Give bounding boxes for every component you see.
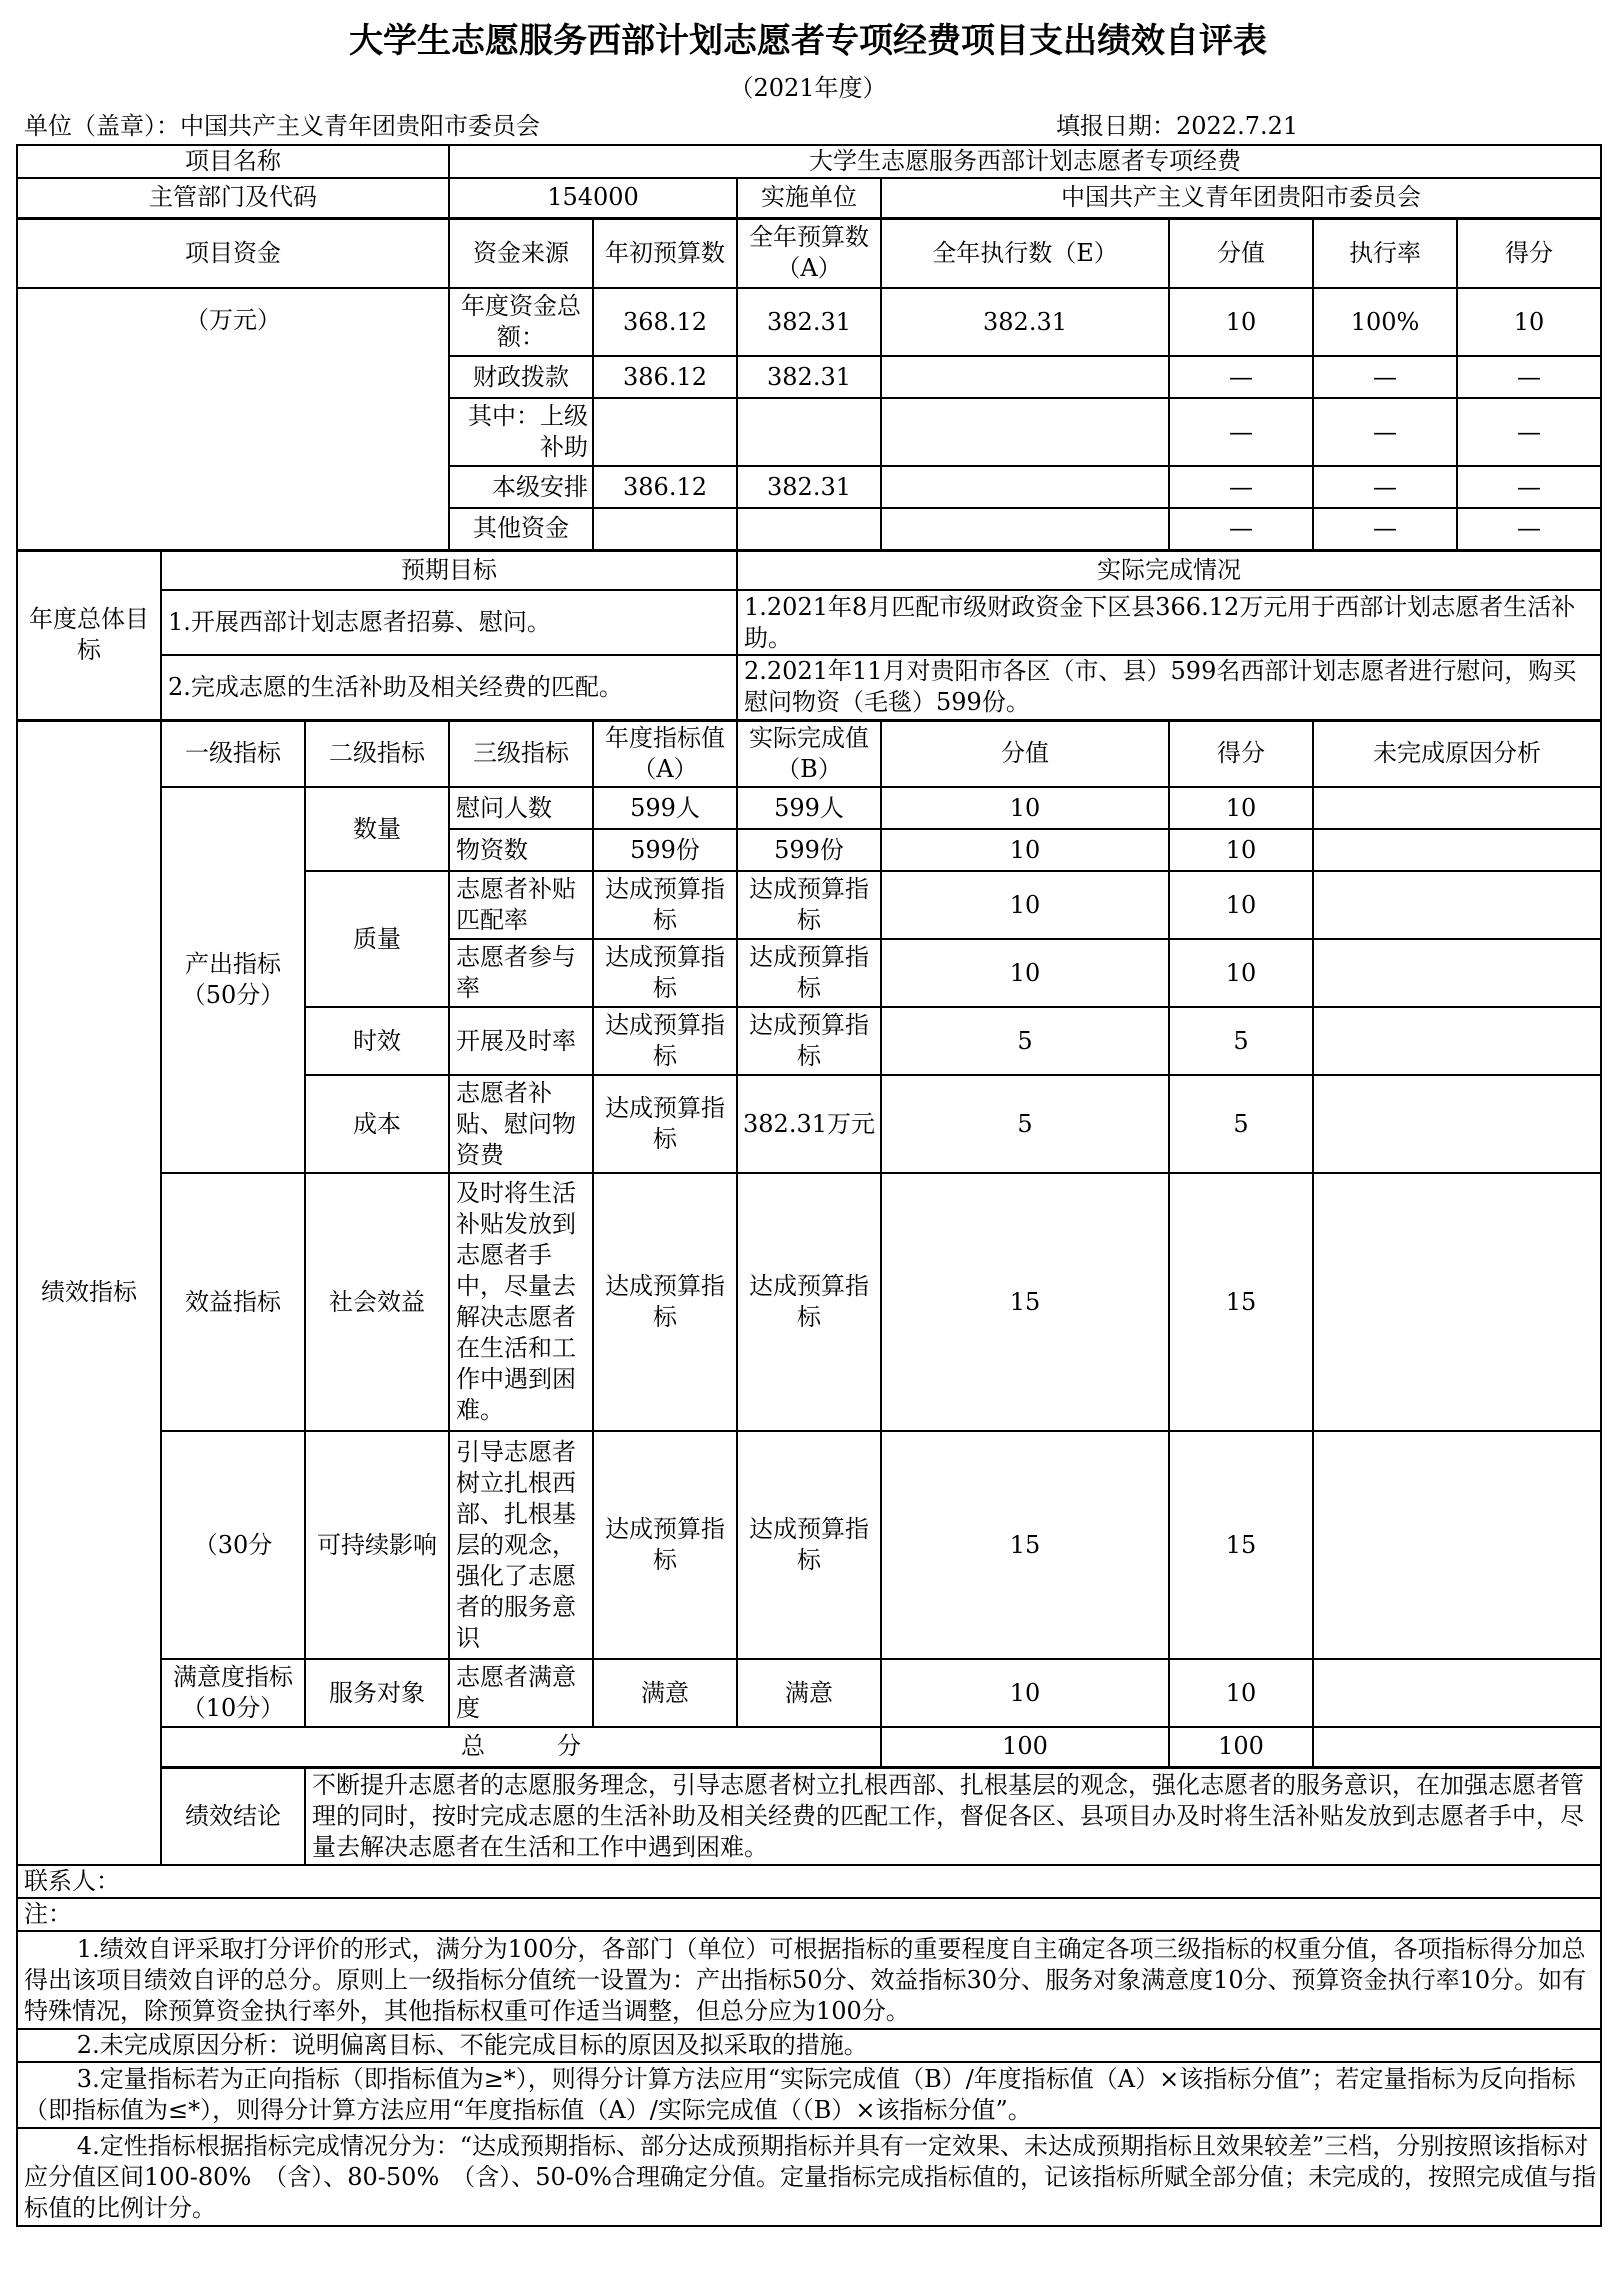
level1-output: 产出指标（50分） [161,787,305,1173]
level3: 慰问人数 [449,787,593,829]
reason [1313,1659,1601,1727]
fund-annual: 382.31 [737,466,881,508]
actual-value: 达成预算指标 [737,1431,881,1659]
goal-expected: 1.开展西部计划志愿者招募、慰问。 [161,590,737,655]
level2-cost: 成本 [305,1075,449,1173]
note-item: 2.未完成原因分析：说明偏离目标、不能完成目标的原因及拟采取的措施。 [17,2029,1601,2062]
indicator-header: 二级指标 [305,720,449,787]
target-value: 达成预算指标 [593,1431,737,1659]
fund-source: 财政拨款 [449,356,593,398]
row-conclusion [17,1767,1601,1865]
indicator-header: 得分 [1169,720,1313,787]
conclusion-label: 绩效结论 [161,1767,305,1865]
project-name-label: 项目名称 [17,145,449,178]
fund-executed [881,398,1169,466]
level2-quantity: 数量 [305,787,449,871]
target-value: 达成预算指标 [593,1075,737,1173]
row-indicators-header [17,720,1601,787]
reason [1313,787,1601,829]
indicator-header: 年度指标值（A） [593,720,737,787]
goal-actual: 2.2021年11月对贵阳市各区（市、县）599名西部计划志愿者进行慰问，购买慰问物资（毛毯）599份。 [737,655,1601,720]
actual-value: 达成预算指标 [737,939,881,1007]
fund-executed [881,466,1169,508]
level3: 志愿者满意度 [449,1659,593,1727]
level2-social: 社会效益 [305,1173,449,1431]
unit-name: 中国共产主义青年团贵阳市委员会 [180,112,540,140]
impl-unit: 中国共产主义青年团贵阳市委员会 [881,178,1601,218]
score: 10 [1169,1659,1313,1727]
level2-sustain: 可持续影响 [305,1431,449,1659]
row-note [17,2128,1601,2226]
score-value: 15 [881,1431,1169,1659]
reason [1313,1431,1601,1659]
reason [1313,939,1601,1007]
fund-initial: 386.12 [593,466,737,508]
funds-unit-label: （万元） [17,288,449,550]
goal-actual: 1.2021年8月匹配市级财政资金下区县366.12万元用于西部计划志愿者生活补助。 [737,590,1601,655]
fund-score-value: — [1169,508,1313,550]
row-total [17,1727,1601,1767]
score: 15 [1169,1431,1313,1659]
level3: 及时将生活补贴发放到志愿者手中，尽量去解决志愿者在生活和工作中遇到困难。 [449,1173,593,1431]
goal-expected: 2.完成志愿的生活补助及相关经费的匹配。 [161,655,737,720]
indicator-row [17,787,1601,829]
score-value: 10 [881,1659,1169,1727]
level1-benefit: 效益指标 [161,1173,305,1431]
funds-header: 执行率 [1313,218,1457,288]
funds-header: 资金来源 [449,218,593,288]
actual-value: 达成预算指标 [737,871,881,939]
level2-service: 服务对象 [305,1659,449,1727]
unit-info [24,108,540,144]
level3: 志愿者补贴匹配率 [449,871,593,939]
note-item: 3.定量指标若为正向指标（即指标值为≥*），则得分计算方法应用“实际完成值（B）/年度指标值（A）×该指标分值”；若定量指标为反向指标（即指标值为≤*），则得分计算方法应用“年度指标值（A）/实际完成值（（B）×该指标分值”。 [17,2062,1601,2128]
score-value: 10 [881,787,1169,829]
row-note [17,2062,1601,2128]
note-item: 1.绩效自评采取打分评价的形式，满分为100分，各部门（单位）可根据指标的重要程度自主确定各项三级指标的权重分值，各项指标得分加总得出该项目绩效自评的总分。原则上一级指标分值统一设置为：产出指标50分、效益指标30分、服务对象满意度10分、预算资金执行率10分。如有特殊情况，除预算资金执行率外，其他指标权重可作适当调整，但总分应为100分。 [17,1931,1601,2029]
funds-header: 年初预算数 [593,218,737,288]
fund-annual [737,398,881,466]
fund-score: 10 [1457,288,1601,356]
fund-score: — [1457,508,1601,550]
target-value: 599人 [593,787,737,829]
goal-row [17,655,1601,720]
funds-header: 得分 [1457,218,1601,288]
expected-header: 预期目标 [161,550,737,590]
score: 15 [1169,1173,1313,1431]
indicator-header: 实际完成值（B） [737,720,881,787]
fund-executed [881,356,1169,398]
actual-value: 599份 [737,829,881,871]
level1-satisfaction: 满意度指标（10分） [161,1659,305,1727]
funds-header: 全年执行数（E） [881,218,1169,288]
fund-score-value: 10 [1169,288,1313,356]
total-label: 总 分 [161,1727,881,1767]
fund-score: — [1457,466,1601,508]
fund-rate: — [1313,508,1457,550]
target-value: 达成预算指标 [593,939,737,1007]
fund-rate: — [1313,466,1457,508]
target-value: 达成预算指标 [593,1007,737,1075]
fund-rate: — [1313,356,1457,398]
row-contact [17,1865,1601,1898]
fund-executed: 382.31 [881,288,1169,356]
fund-source: 其中：上级补助 [449,398,593,466]
fund-initial [593,398,737,466]
dept-code: 154000 [449,178,737,218]
fund-score: — [1457,398,1601,466]
score-value: 15 [881,1173,1169,1431]
score: 10 [1169,939,1313,1007]
row-note [17,2029,1601,2062]
actual-value: 599人 [737,787,881,829]
fund-executed [881,508,1169,550]
reason [1313,1075,1601,1173]
indicator-header: 未完成原因分析 [1313,720,1601,787]
fund-annual: 382.31 [737,288,881,356]
page-title: 大学生志愿服务西部计划志愿者专项经费项目支出绩效自评表 [349,21,1267,61]
fund-score-value: — [1169,466,1313,508]
level2-timeliness: 时效 [305,1007,449,1075]
row-notes-label [17,1898,1601,1931]
reason [1313,829,1601,871]
row-project-name [17,145,1601,178]
year-subtitle: （2021年度） [729,74,887,102]
fill-date: 2022.7.21 [1176,112,1299,140]
funds-row [17,288,1601,356]
reason [1313,1173,1601,1431]
score-value: 5 [881,1075,1169,1173]
fund-source: 本级安排 [449,466,593,508]
goals-label: 年度总体目标 [17,550,161,720]
level1-benefit-score: （30分 [161,1431,305,1659]
row-funds-header [17,218,1601,288]
actual-value: 达成预算指标 [737,1173,881,1431]
actual-header: 实际完成情况 [737,550,1601,590]
fund-source: 其他资金 [449,508,593,550]
unit-line [16,108,1600,144]
unit-label: 单位（盖章）： [24,112,180,140]
reason [1313,871,1601,939]
fund-score-value: — [1169,356,1313,398]
row-note [17,1931,1601,2029]
impl-unit-label: 实施单位 [737,178,881,218]
target-value: 达成预算指标 [593,1173,737,1431]
indicator-header: 三级指标 [449,720,593,787]
level3: 志愿者补贴、慰问物资费 [449,1075,593,1173]
target-value: 满意 [593,1659,737,1727]
score: 10 [1169,787,1313,829]
score-value: 10 [881,939,1169,1007]
project-name: 大学生志愿服务西部计划志愿者专项经费 [449,145,1601,178]
row-goals-header [17,550,1601,590]
level3: 开展及时率 [449,1007,593,1075]
fund-score-value: — [1169,398,1313,466]
indicator-row [17,1659,1601,1727]
target-value: 599份 [593,829,737,871]
score-value: 10 [881,871,1169,939]
notes-label: 注： [17,1898,1601,1931]
indicator-header: 一级指标 [161,720,305,787]
actual-value: 满意 [737,1659,881,1727]
row-dept [17,178,1601,218]
total-reason [1313,1727,1601,1767]
goal-row [17,590,1601,655]
fund-initial: 386.12 [593,356,737,398]
dept-code-label: 主管部门及代码 [17,178,449,218]
note-item: 4.定性指标根据指标完成情况分为：“达成预期指标、部分达成预期指标并具有一定效果、未达成预期指标且效果较差”三档，分别按照该指标对应分值区间100-80% （含）、80-50% （含）、50-0%合理确定分值。定量指标完成指标值的，记该指标所赋全部分值；未完成的，按照完成值与指标值的比例计分。 [17,2128,1601,2226]
score: 10 [1169,871,1313,939]
fill-date-label: 填报日期： [1056,112,1176,140]
level3: 引导志愿者树立扎根西部、扎根基层的观念，强化了志愿者的服务意识 [449,1431,593,1659]
score: 5 [1169,1075,1313,1173]
total-score: 100 [1169,1727,1313,1767]
contact-label: 联系人： [17,1865,1601,1898]
actual-value: 达成预算指标 [737,1007,881,1075]
funds-header: 全年预算数（A） [737,218,881,288]
actual-value: 382.31万元 [737,1075,881,1173]
score-value: 5 [881,1007,1169,1075]
fund-initial [593,508,737,550]
reason [1313,1007,1601,1075]
fill-date-info [1056,108,1298,144]
funds-header: 分值 [1169,218,1313,288]
fund-rate: 100% [1313,288,1457,356]
target-value: 达成预算指标 [593,871,737,939]
fund-source: 年度资金总额： [449,288,593,356]
conclusion-text: 不断提升志愿者的志愿服务理念，引导志愿者树立扎根西部、扎根基层的观念，强化志愿者的服务意识，在加强志愿者管理的同时，按时完成志愿的生活补助及相关经费的匹配工作，督促各区、县项目办及时将生活补贴发放到志愿者手中，尽量去解决志愿者在生活和工作中遇到困难。 [305,1767,1601,1865]
score-value: 10 [881,829,1169,871]
indicators-label: 绩效指标 [17,720,161,1865]
indicator-row [17,1173,1601,1431]
fund-score: — [1457,356,1601,398]
fund-annual: 382.31 [737,356,881,398]
evaluation-table [16,144,1602,2227]
fund-initial: 368.12 [593,288,737,356]
funds-label: 项目资金 [17,218,449,288]
score: 10 [1169,829,1313,871]
level3: 物资数 [449,829,593,871]
indicator-header: 分值 [881,720,1169,787]
fund-annual [737,508,881,550]
score: 5 [1169,1007,1313,1075]
level2-quality: 质量 [305,871,449,1007]
total-value: 100 [881,1727,1169,1767]
level3: 志愿者参与率 [449,939,593,1007]
indicator-row [17,1431,1601,1659]
fund-rate: — [1313,398,1457,466]
